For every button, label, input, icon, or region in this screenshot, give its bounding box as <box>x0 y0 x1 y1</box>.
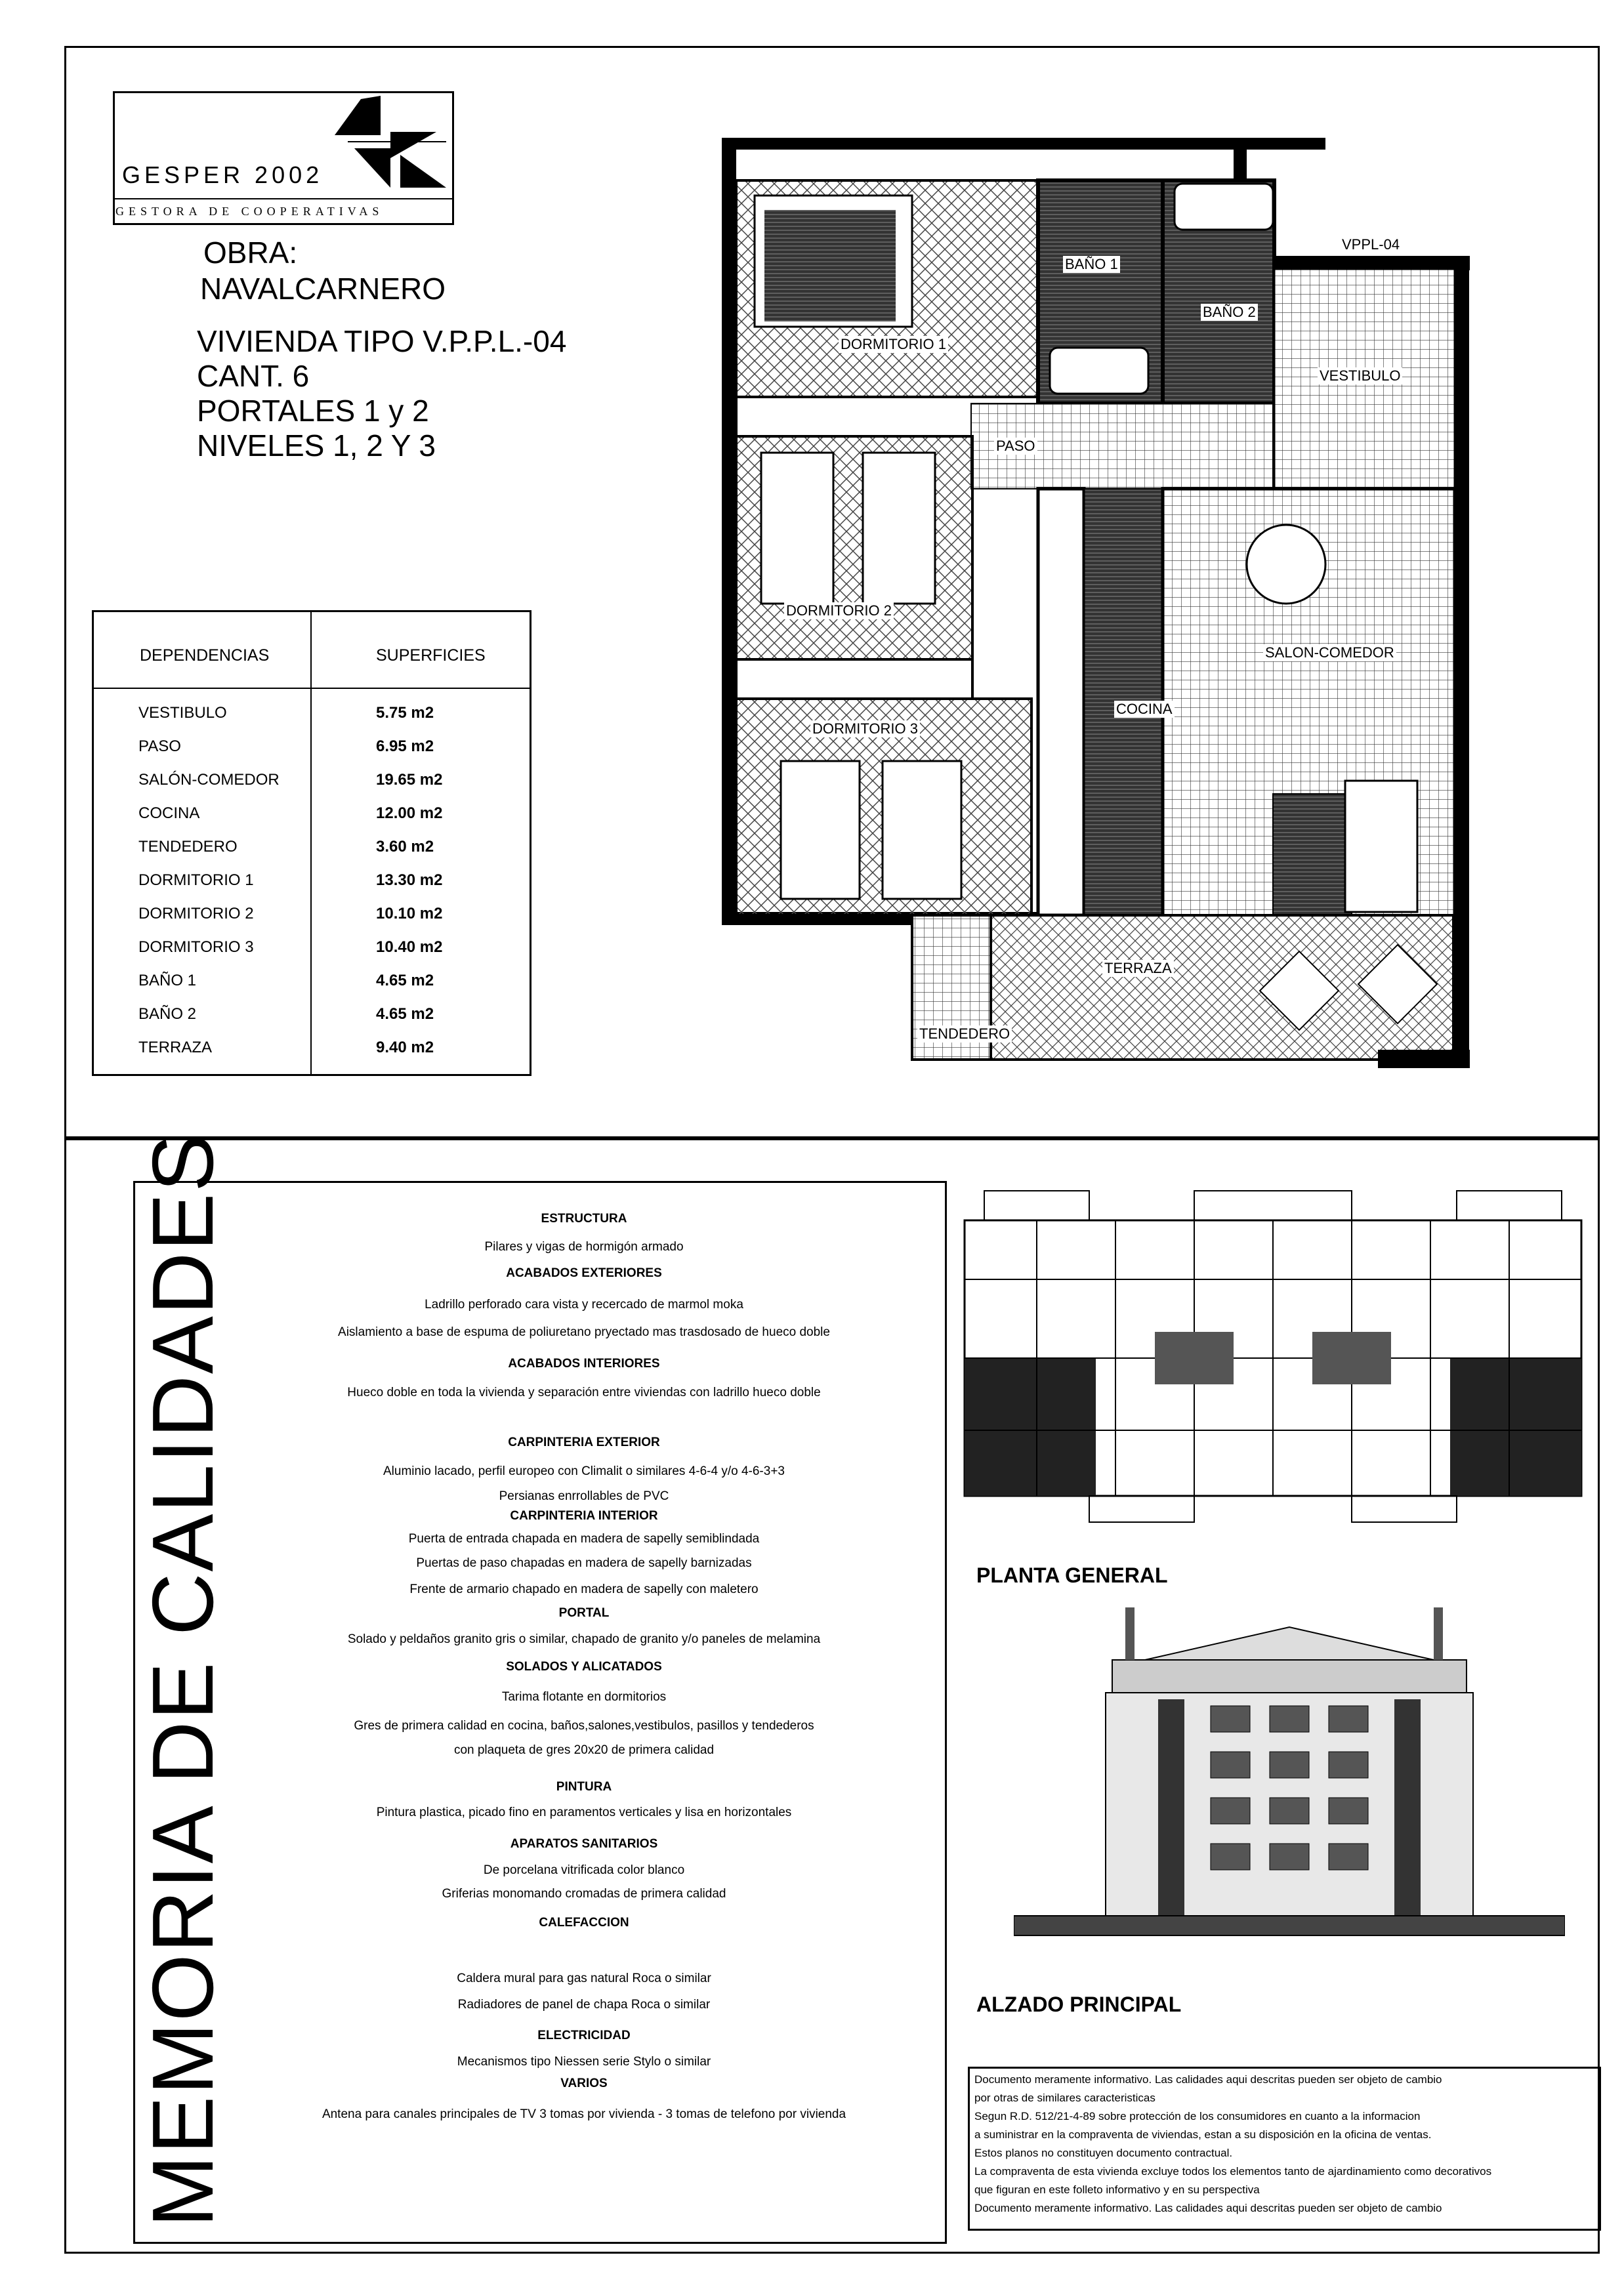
surface-row-name: COCINA <box>138 804 200 822</box>
surface-row-value: 19.65 m2 <box>376 771 443 789</box>
memoria-text: Radiadores de panel de chapa Roca o similar <box>457 1998 711 2012</box>
surface-row-name: DORMITORIO 3 <box>138 938 254 956</box>
surface-row-value: 4.65 m2 <box>376 972 434 989</box>
vivienda-tipo: VIVIENDA TIPO V.P.P.L.-04 <box>197 324 567 358</box>
surface-row-value: 3.60 m2 <box>376 838 434 856</box>
planta-general-drawing <box>958 1181 1588 1542</box>
memoria-text: Aislamiento a base de espuma de poliuretano pryectado mas trasdosado de hueco doble <box>338 1325 830 1339</box>
memoria-heading: APARATOS SANITARIOS <box>510 1837 658 1851</box>
memoria-text: Frente de armario chapado en madera de sapelly con maletero <box>409 1582 759 1596</box>
label-dormitorio3: DORMITORIO 3 <box>810 720 920 737</box>
logo-divider <box>113 198 454 199</box>
surface-row-value: 5.75 m2 <box>376 704 434 722</box>
memoria-text: Pintura plastica, picado fino en paramentos verticales y lisa en horizontales <box>376 1806 792 1819</box>
disclaimer-line: Documento meramente informativo. Las calidades aqui descritas pueden ser objeto de cambio <box>974 2202 1442 2214</box>
portales: PORTALES 1 y 2 <box>197 394 429 428</box>
memoria-text: Gres de primera calidad en cocina, baños,salones,vestibulos, pasillos y tendederos <box>354 1719 814 1733</box>
label-paso: PASO <box>994 438 1037 455</box>
surface-row-value: 10.10 m2 <box>376 905 443 922</box>
label-tendedero: TENDEDERO <box>917 1025 1012 1043</box>
label-salon: SALON-COMEDOR <box>1263 644 1396 661</box>
surface-row-name: VESTIBULO <box>138 704 227 722</box>
surfaces-table <box>92 610 531 1076</box>
disclaimer-line: a suministrar en la compraventa de viviendas, estan a su disposición en la oficina de ventas. <box>974 2128 1432 2141</box>
surface-row-value: 13.30 m2 <box>376 871 443 889</box>
surface-row-name: BAÑO 1 <box>138 972 197 989</box>
label-terraza: TERRAZA <box>1102 960 1174 977</box>
memoria-text: Solado y peldaños granito gris o similar, chapado de granito y/o paneles de melamina <box>347 1632 821 1646</box>
surface-row-name: SALÓN-COMEDOR <box>138 771 280 789</box>
logo-name: GESPER 2002 <box>122 161 323 188</box>
label-dormitorio1: DORMITORIO 1 <box>839 336 948 353</box>
memoria-text: Tarima flotante en dormitorios <box>501 1690 667 1704</box>
label-bano2: BAÑO 2 <box>1201 304 1258 321</box>
disclaimer-line: La compraventa de esta vivienda excluye todos los elementos tanto de ajardinamiento como decorativos <box>974 2165 1492 2178</box>
surface-row-name: TERRAZA <box>138 1039 213 1056</box>
memoria-heading: ACABADOS EXTERIORES <box>506 1266 662 1280</box>
memoria-text: Mecanismos tipo Niessen serie Stylo o similar <box>457 2055 711 2069</box>
surface-row-name: DORMITORIO 2 <box>138 905 254 922</box>
cantidad: CANT. 6 <box>197 359 310 393</box>
memoria-text: Puertas de paso chapadas en madera de sapelly barnizadas <box>416 1556 752 1570</box>
memoria-text: Puerta de entrada chapada en madera de sapelly semiblindada <box>408 1532 760 1546</box>
memoria-text: con plaqueta de gres 20x20 de primera calidad <box>453 1743 715 1757</box>
memoria-text: Persianas enrrollables de PVC <box>499 1489 669 1503</box>
niveles: NIVELES 1, 2 Y 3 <box>197 428 436 463</box>
memoria-text: Aluminio lacado, perfil europeo con Climalit o similares 4-6-4 y/o 4-6-3+3 <box>383 1464 785 1478</box>
caption-alzado-principal: ALZADO PRINCIPAL <box>976 1993 1182 2016</box>
memoria-text: Antena para canales principales de TV 3 tomas por vivienda - 3 tomas de telefono por vivienda <box>322 2107 846 2121</box>
disclaimer-line: por otras de similares caracteristicas <box>974 2092 1156 2104</box>
surface-row-value: 10.40 m2 <box>376 938 443 956</box>
disclaimer-line: Documento meramente informativo. Las calidades aqui descritas pueden ser objeto de cambio <box>974 2073 1442 2086</box>
header-dependencias: DEPENDENCIAS <box>140 646 270 665</box>
memoria-heading: PINTURA <box>556 1780 612 1794</box>
label-bano1: BAÑO 1 <box>1063 256 1120 273</box>
memoria-text: Caldera mural para gas natural Roca o similar <box>457 1972 711 1985</box>
gesper-logo-icon <box>328 96 453 194</box>
surface-row-value: 6.95 m2 <box>376 737 434 755</box>
disclaimer-line: Segun R.D. 512/21-4-89 sobre protección de los consumidores en cuanto a la informacion <box>974 2110 1421 2122</box>
obra-name: NAVALCARNERO <box>200 272 446 306</box>
memoria-text: De porcelana vitrificada color blanco <box>483 1863 685 1877</box>
memoria-text: Griferias monomando cromadas de primera calidad <box>442 1887 726 1901</box>
label-vppl: VPPL-04 <box>1342 236 1400 253</box>
surface-row-value: 9.40 m2 <box>376 1039 434 1056</box>
memoria-text: Hueco doble en toda la vivienda y separación entre viviendas con ladrillo hueco doble <box>347 1386 821 1399</box>
memoria-heading: SOLADOS Y ALICATADOS <box>506 1660 662 1674</box>
label-vestibulo: VESTIBULO <box>1318 367 1402 384</box>
disclaimer-line: que figuran en este folleto informativo y en su perspectiva <box>974 2183 1260 2196</box>
header-superficies: SUPERFICIES <box>376 646 486 665</box>
surface-row-name: BAÑO 2 <box>138 1005 197 1023</box>
surface-row-value: 12.00 m2 <box>376 804 443 822</box>
memoria-text: Ladrillo perforado cara vista y recercado de marmol moka <box>425 1298 743 1312</box>
memoria-heading: VARIOS <box>560 2077 608 2090</box>
memoria-heading: ELECTRICIDAD <box>537 2029 631 2042</box>
memoria-heading: PORTAL <box>558 1606 610 1620</box>
memoria-heading: CALEFACCION <box>539 1916 629 1930</box>
surface-row-value: 4.65 m2 <box>376 1005 434 1023</box>
surface-row-name: PASO <box>138 737 181 755</box>
memoria-heading: ACABADOS INTERIORES <box>508 1357 660 1371</box>
memoria-text: Pilares y vigas de hormigón armado <box>484 1240 684 1254</box>
memoria-heading: CARPINTERIA INTERIOR <box>510 1509 658 1523</box>
caption-planta-general: PLANTA GENERAL <box>976 1563 1168 1587</box>
memoria-heading: CARPINTERIA EXTERIOR <box>508 1436 660 1449</box>
surface-row-name: DORMITORIO 1 <box>138 871 254 889</box>
alzado-principal-drawing <box>1014 1601 1565 1968</box>
memoria-title: MEMORIA DE CALIDADES <box>135 1132 231 2227</box>
obra-label: OBRA: <box>203 236 298 270</box>
disclaimer-line: Estos planos no constituyen documento contractual. <box>974 2147 1233 2159</box>
memoria-heading: ESTRUCTURA <box>541 1212 627 1226</box>
logo-subtitle: GESTORA DE COOPERATIVAS <box>115 205 384 218</box>
surface-row-name: TENDEDERO <box>138 838 238 856</box>
label-dormitorio2: DORMITORIO 2 <box>784 602 894 619</box>
label-cocina: COCINA <box>1114 701 1175 718</box>
